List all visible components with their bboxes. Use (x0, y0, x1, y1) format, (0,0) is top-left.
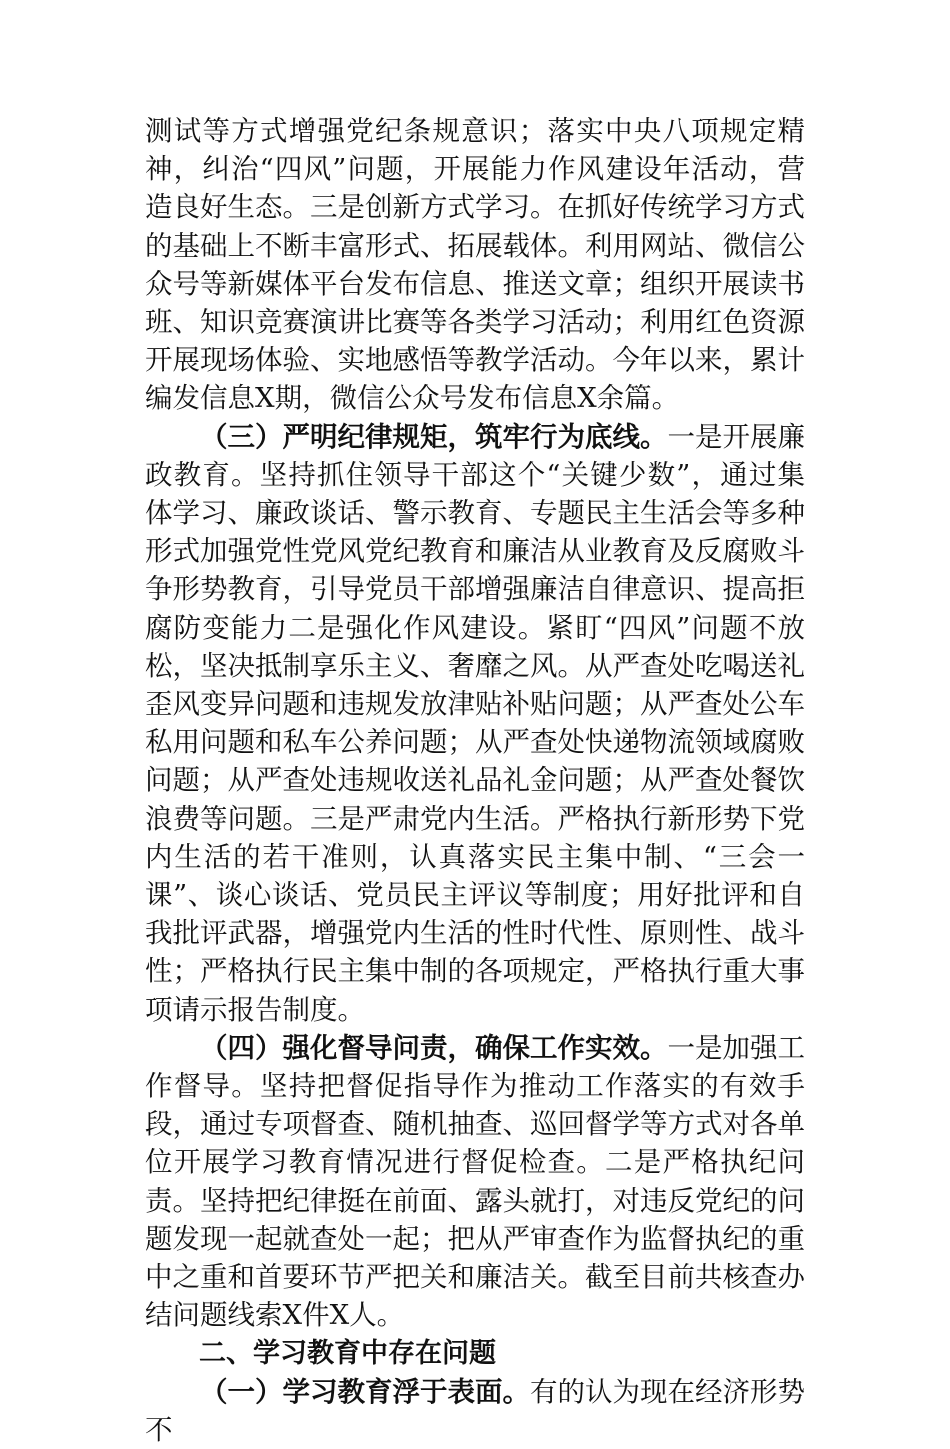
paragraph-supervision (145, 1029, 805, 1335)
paragraph-problem-one (145, 1373, 805, 1449)
paragraph-text: 有的认为现在经济形势不 (145, 1375, 805, 1446)
paragraph-text: 一是加强工作督导。坚持把督促指导作为推动工作落实的有效手段，通过专项督查、随机抽查、巡回督学等方式对各单位开展学习教育情况进行督促检查。二是严格执纪问责。坚持把纪律挺在前面、露头就打，对违反党纪的问题发现一起就查处一起；把从严审查作为监督执纪的重中之重和首要环节严把关和廉洁关。截至目前共核查办结问题线索X件X人。 (145, 1031, 805, 1332)
section-lead-three: （三）严明纪律规矩，筑牢行为底线。 (200, 420, 668, 453)
paragraph-text: 测试等方式增强党纪条规意识；落实中央八项规定精神，纠治“四风”问题，开展能力作风建设年活动，营造良好生态。三是创新方式学习。在抓好传统学习方式的基础上不断丰富形式、拓展载体。利用网站、微信公众号等新媒体平台发布信息、推送文章；组织开展读书班、知识竞赛演讲比赛等各类学习活动；利用红色资源开展现场体验、实地感悟等教学活动。今年以来，累计编发信息X期，微信公众号发布信息X余篇。 (145, 115, 805, 415)
paragraph-study-methods (145, 112, 805, 418)
section-lead-one: （一）学习教育浮于表面。 (200, 1375, 530, 1408)
document-page (145, 112, 805, 1449)
section-heading-problems: 二、学习教育中存在问题 (199, 1337, 496, 1369)
paragraph-text: 一是开展廉政教育。坚持抓住领导干部这个“关键少数”，通过集体学习、廉政谈话、警示教育、专题民主生活会等多种形式加强党性党风党纪教育和廉洁从业教育及反腐败斗争形势教育，引导党员干部增强廉洁自律意识、提高拒腐防变能力二是强化作风建设。紧盯“四风”问题不放松，坚决抵制享乐主义、奢靡之风。从严查处吃喝送礼歪风变异问题和违规发放津贴补贴问题；从严查处公车私用问题和私车公养问题；从严查处快递物流领域腐败问题；从严查处违规收送礼品礼金问题；从严查处餐饮浪费等问题。三是严肃党内生活。严格执行新形势下党内生活的若干准则，认真落实民主集中制、“三会一课”、谈心谈话、党员民主评议等制度；用好批评和自我批评武器，增强党内生活的性时代性、原则性、战斗性；严格执行民主集中制的各项规定，严格执行重大事项请示报告制度。 (145, 420, 805, 1026)
paragraph-discipline (145, 418, 805, 1029)
section-lead-four: （四）强化督导问责，确保工作实效。 (200, 1031, 668, 1064)
